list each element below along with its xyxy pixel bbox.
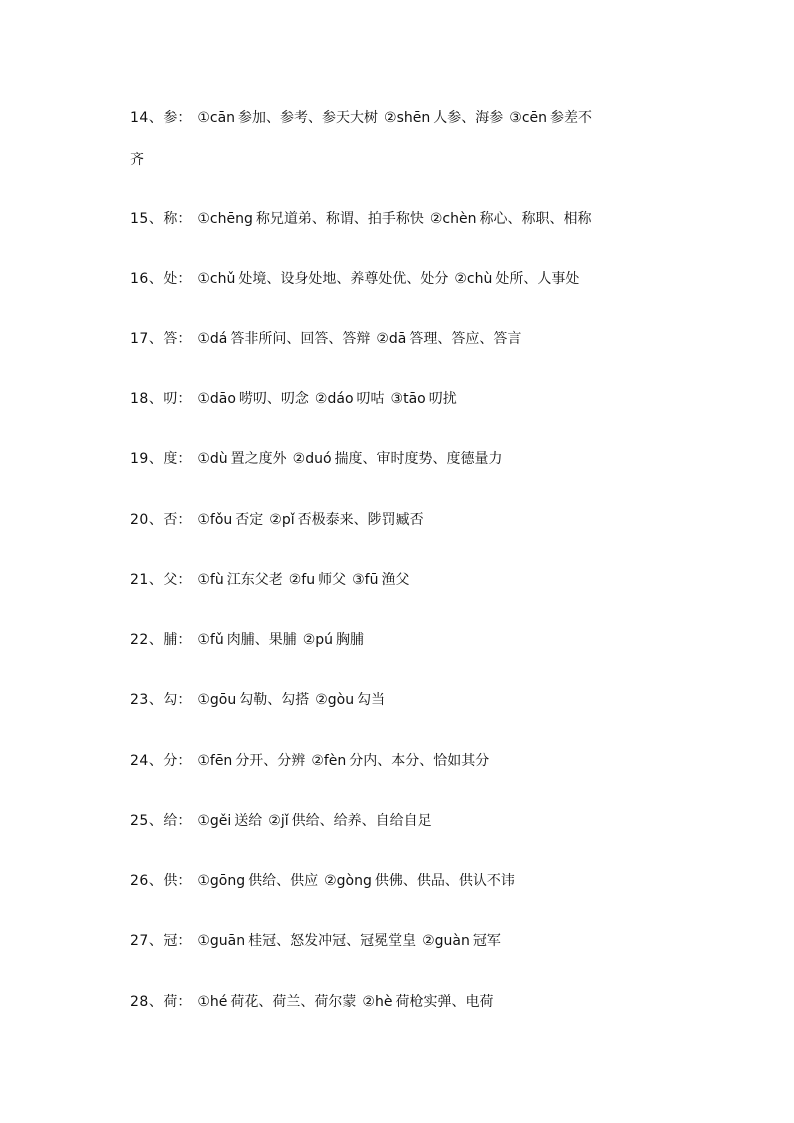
entry-number: 20、	[130, 512, 164, 528]
entry-16	[130, 269, 670, 289]
pinyin: guān	[209, 933, 246, 949]
entry-15	[130, 209, 670, 229]
sense-2: ②fèn 分内、本分、恰如其分	[311, 753, 490, 769]
entry-number: 17、	[130, 331, 164, 347]
words: 江东父老	[226, 572, 283, 588]
words: 送给	[234, 813, 263, 829]
sense-3: ③cēn 参差不	[509, 110, 593, 126]
entry-27	[130, 931, 670, 951]
pinyin: dáo	[327, 391, 354, 407]
pinyin: gěi	[209, 813, 232, 829]
sense-1: ①fù 江东父老	[197, 572, 283, 588]
entry-number: 19、	[130, 451, 164, 467]
entry-17	[130, 329, 670, 349]
words: 称心、称职、相称	[479, 211, 592, 227]
sense-1: ①chēng 称兄道弟、称谓、拍手称快	[197, 211, 424, 227]
entry-number: 22、	[130, 632, 164, 648]
entry-char: 参：	[163, 110, 192, 126]
words: 肉脯、果脯	[226, 632, 297, 648]
sense-2: ②fu 师父	[288, 572, 347, 588]
words: 分开、分辨	[235, 753, 306, 769]
entry-number: 27、	[130, 933, 164, 949]
words: 供佛、供品、供认不讳	[374, 873, 515, 889]
words: 答理、答应、答言	[409, 331, 522, 347]
sense-1: ①guān 桂冠、怒发冲冠、冠冕堂皇	[197, 933, 417, 949]
entry-22	[130, 630, 670, 650]
entry-number: 25、	[130, 813, 164, 829]
words: 处境、设身处地、养尊处优、处分	[238, 271, 449, 287]
pinyin: duó	[305, 451, 332, 467]
sense-2: ②hè 荷枪实弹、电荷	[362, 994, 494, 1010]
sense-1: ①gěi 送给	[197, 813, 263, 829]
entry-24	[130, 751, 670, 771]
entry-14-continuation: 齐	[130, 152, 144, 168]
entry-char: 分：	[163, 753, 192, 769]
pinyin: fǒu	[209, 512, 233, 528]
sense-2: ②gòng 供佛、供品、供认不讳	[324, 873, 515, 889]
sense-1: ①fēn 分开、分辨	[197, 753, 306, 769]
words: 唠叨、叨念	[238, 391, 309, 407]
pinyin: dāo	[209, 391, 236, 407]
entry-20	[130, 510, 670, 530]
sense-2: ②chèn 称心、称职、相称	[429, 211, 592, 227]
entry-char: 脯：	[163, 632, 192, 648]
pinyin: tāo	[403, 391, 426, 407]
pinyin: dù	[209, 451, 228, 467]
entry-number: 24、	[130, 753, 164, 769]
pinyin: cān	[209, 110, 236, 126]
words: 供给、供应	[248, 873, 319, 889]
sense-3: ③fū 渔父	[352, 572, 410, 588]
entry-26	[130, 871, 670, 891]
pinyin: pú	[315, 632, 334, 648]
entry-number: 28、	[130, 994, 164, 1010]
sense-2: ②chù 处所、人事处	[454, 271, 580, 287]
words: 渔父	[381, 572, 410, 588]
words: 称兄道弟、称谓、拍手称快	[255, 211, 424, 227]
pinyin: shēn	[396, 110, 431, 126]
entry-char: 度：	[163, 451, 192, 467]
words: 叨咕	[356, 391, 385, 407]
pinyin: guàn	[434, 933, 470, 949]
words: 桂冠、怒发冲冠、冠冕堂皇	[248, 933, 417, 949]
words: 答非所问、回答、答辩	[230, 331, 371, 347]
words: 分内、本分、恰如其分	[349, 753, 490, 769]
words: 人参、海参	[433, 110, 504, 126]
words: 处所、人事处	[495, 271, 580, 287]
sense-1: ①gōu 勾勒、勾搭	[197, 692, 310, 708]
pinyin: cēn	[521, 110, 548, 126]
entry-char: 父：	[163, 572, 192, 588]
entry-char: 勾：	[163, 692, 192, 708]
sense-2: ②dáo 叨咕	[314, 391, 385, 407]
entry-14	[130, 108, 670, 128]
entry-char: 称：	[163, 211, 192, 227]
entry-char: 处：	[163, 271, 192, 287]
entry-number: 16、	[130, 271, 164, 287]
words: 荷花、荷兰、荷尔蒙	[230, 994, 357, 1010]
entry-char: 冠：	[163, 933, 192, 949]
pinyin: pǐ	[281, 512, 295, 528]
words: 供给、给养、自给自足	[291, 813, 432, 829]
entry-25	[130, 811, 670, 831]
sense-2: ②pǐ 否极泰来、陟罚臧否	[269, 512, 424, 528]
entry-number: 23、	[130, 692, 164, 708]
pinyin: chēng	[209, 211, 253, 227]
pinyin: gòu	[327, 692, 355, 708]
sense-2: ②jǐ 供给、给养、自给自足	[268, 813, 432, 829]
pinyin: gōng	[209, 873, 246, 889]
entry-21	[130, 570, 670, 590]
pinyin: chù	[466, 271, 493, 287]
pinyin: fu	[301, 572, 316, 588]
pinyin: hè	[374, 994, 393, 1010]
entry-char: 荷：	[163, 994, 192, 1010]
words: 荷枪实弹、电荷	[395, 994, 494, 1010]
pinyin: fǔ	[209, 632, 224, 648]
sense-2: ②gòu 勾当	[315, 692, 386, 708]
words: 揣度、审时度势、度德量力	[334, 451, 503, 467]
sense-3: ③tāo 叨扰	[390, 391, 457, 407]
entry-char: 答：	[163, 331, 192, 347]
pinyin: fēn	[209, 753, 233, 769]
pinyin: gòng	[336, 873, 372, 889]
words: 勾勒、勾搭	[239, 692, 310, 708]
sense-2: ②dā 答理、答应、答言	[376, 331, 522, 347]
sense-1: ①dá 答非所问、回答、答辩	[197, 331, 371, 347]
entry-19	[130, 449, 670, 469]
words: 置之度外	[230, 451, 287, 467]
pinyin: dā	[388, 331, 407, 347]
entry-number: 15、	[130, 211, 164, 227]
pinyin: dá	[209, 331, 228, 347]
sense-1: ①fǔ 肉脯、果脯	[197, 632, 297, 648]
sense-1: ①chǔ 处境、设身处地、养尊处优、处分	[197, 271, 449, 287]
entry-char: 供：	[163, 873, 192, 889]
sense-2: ②shēn 人参、海参	[384, 110, 504, 126]
pinyin: gōu	[209, 692, 237, 708]
sense-1: ①gōng 供给、供应	[197, 873, 319, 889]
entry-number: 14、	[130, 110, 164, 126]
entry-char: 给：	[163, 813, 192, 829]
words: 参加、参考、参天大树	[238, 110, 379, 126]
entry-18	[130, 389, 670, 409]
entry-23	[130, 690, 670, 710]
words: 叨扰	[428, 391, 457, 407]
entry-number: 18、	[130, 391, 164, 407]
sense-1: ①cān 参加、参考、参天大树	[197, 110, 379, 126]
sense-1: ①fǒu 否定	[197, 512, 264, 528]
entry-char: 否：	[163, 512, 192, 528]
words: 勾当	[357, 692, 386, 708]
pinyin: jǐ	[280, 813, 289, 829]
sense-2: ②pú 胸脯	[302, 632, 365, 648]
sense-2: ②duó 揣度、审时度势、度德量力	[292, 451, 503, 467]
entry-number: 26、	[130, 873, 164, 889]
words: 否定	[235, 512, 264, 528]
pinyin: fèn	[323, 753, 347, 769]
sense-1: ①hé 荷花、荷兰、荷尔蒙	[197, 994, 357, 1010]
pinyin: fù	[209, 572, 224, 588]
entry-char: 叨：	[163, 391, 192, 407]
sense-1: ①dāo 唠叨、叨念	[197, 391, 309, 407]
words: 冠军	[472, 933, 501, 949]
entry-28	[130, 992, 670, 1012]
words: 胸脯	[336, 632, 365, 648]
pinyin: chèn	[442, 211, 477, 227]
pinyin: chǔ	[209, 271, 236, 287]
words: 否极泰来、陟罚臧否	[297, 512, 424, 528]
pinyin: fū	[364, 572, 379, 588]
entry-number: 21、	[130, 572, 164, 588]
pinyin: hé	[209, 994, 228, 1010]
sense-1: ①dù 置之度外	[197, 451, 287, 467]
sense-2: ②guàn 冠军	[422, 933, 501, 949]
words: 参差不	[550, 110, 593, 126]
words: 师父	[318, 572, 347, 588]
